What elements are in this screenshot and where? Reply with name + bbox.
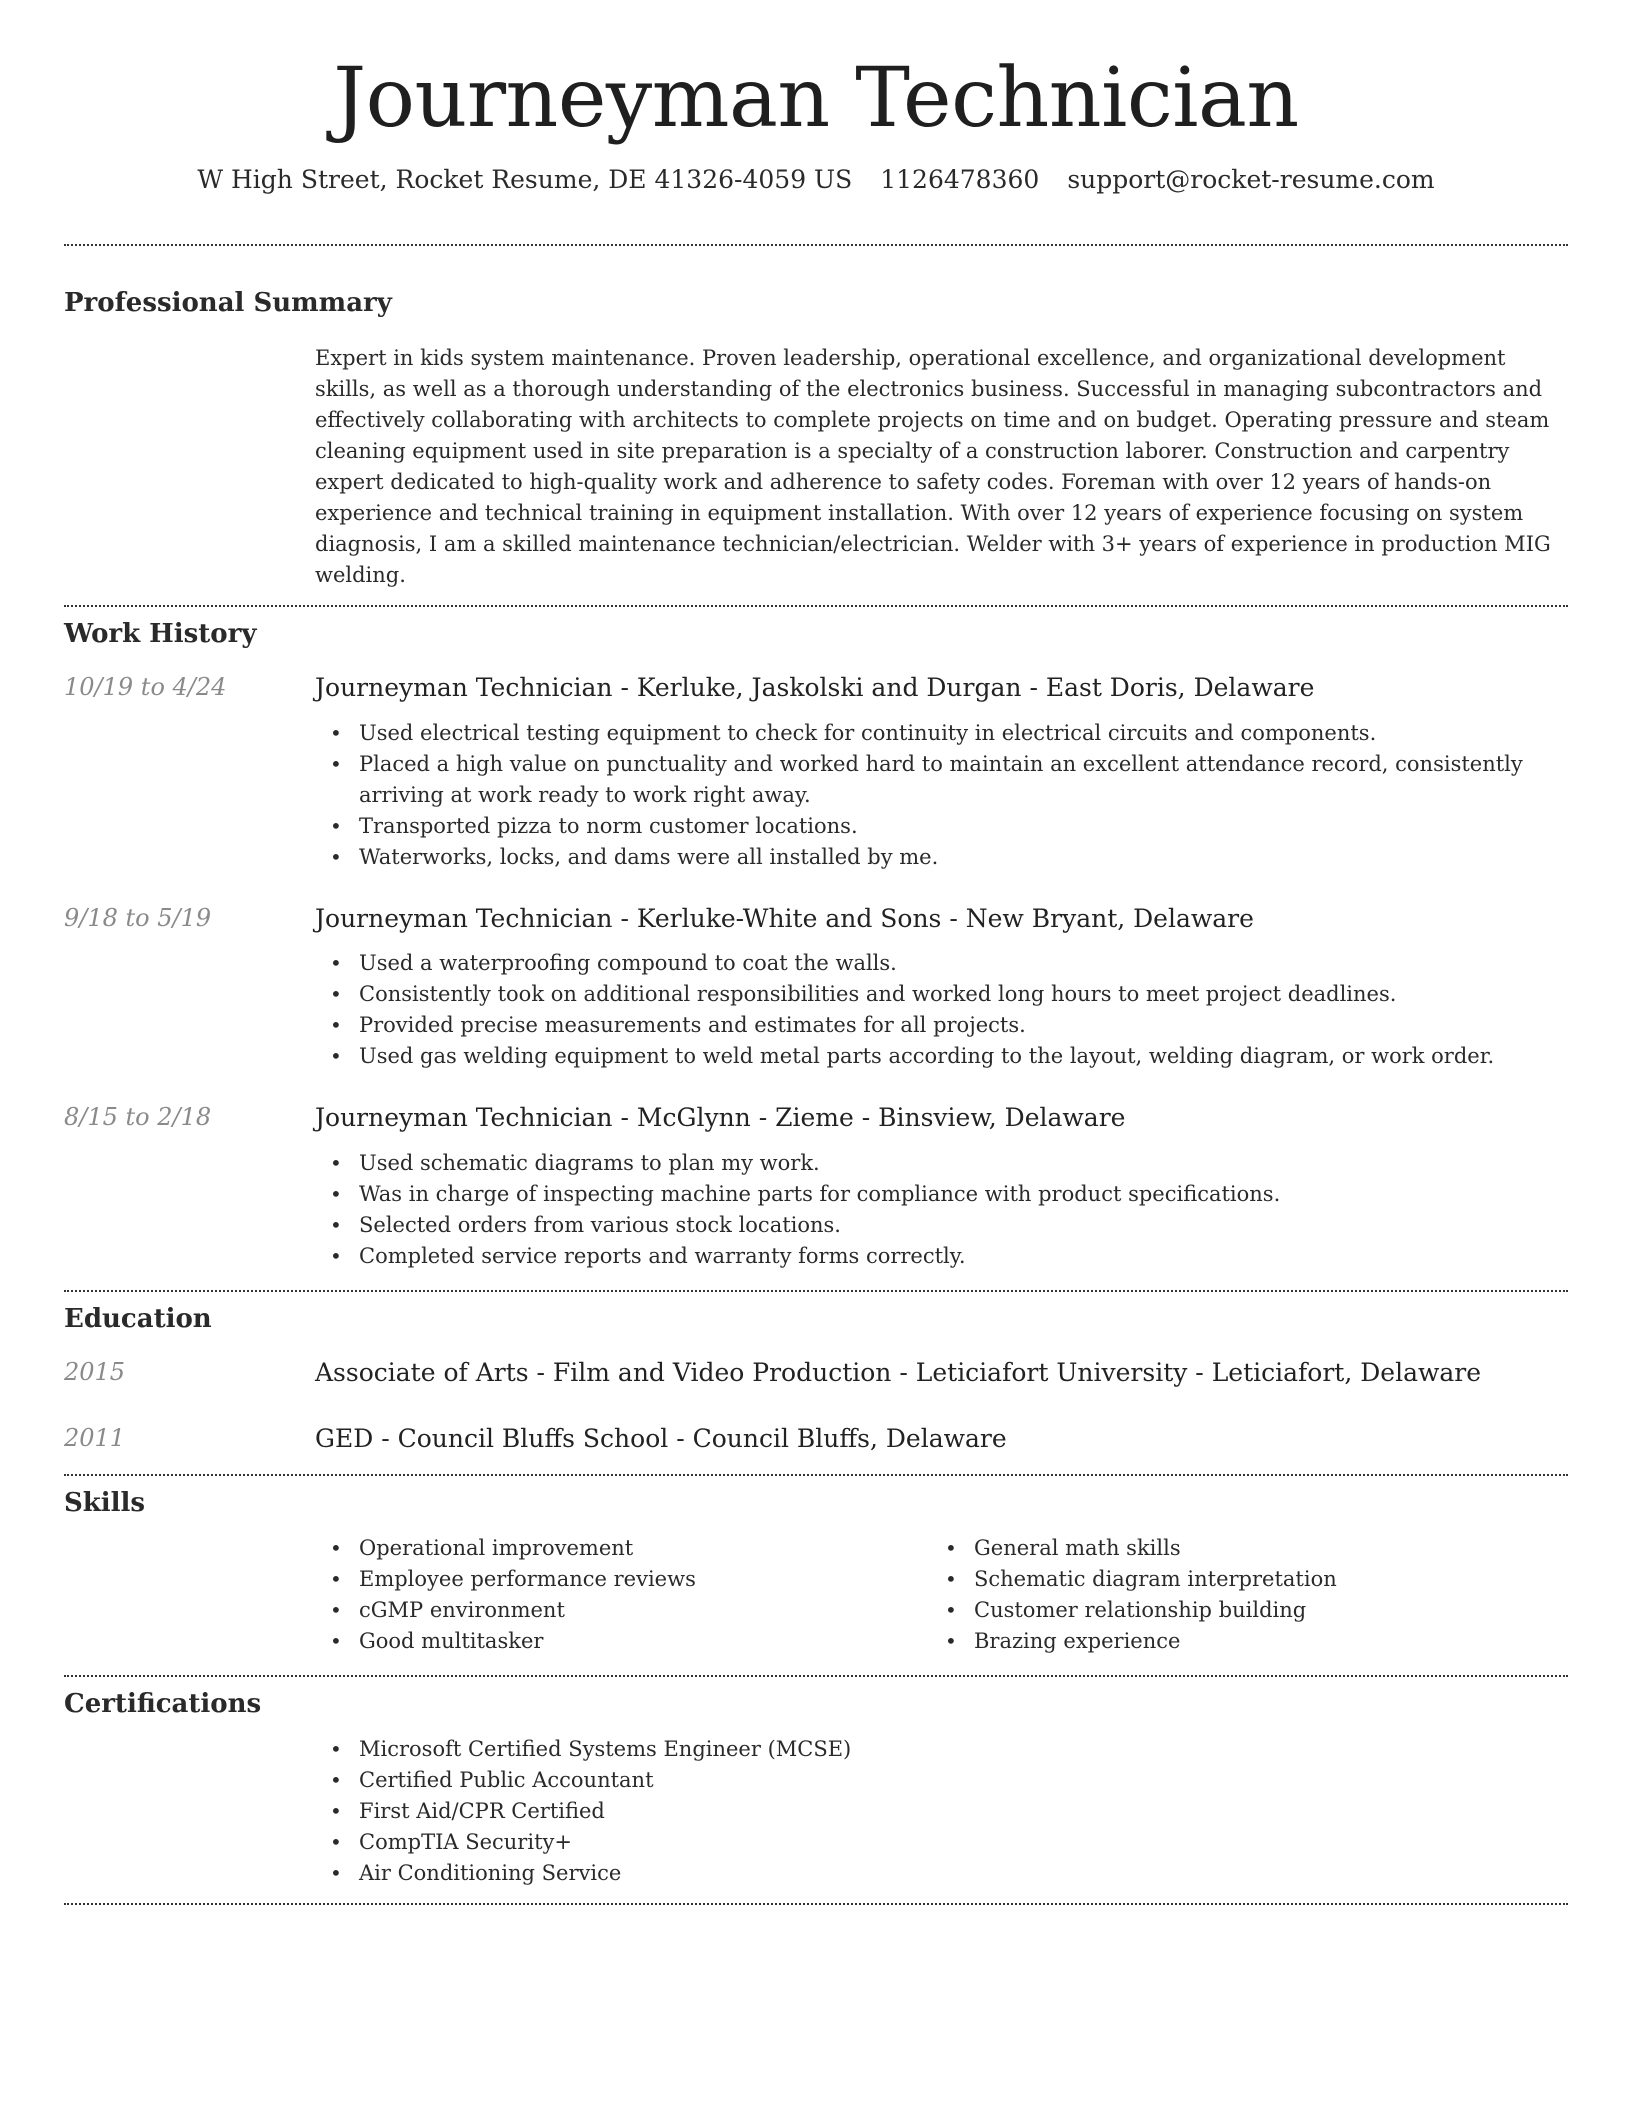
- divider: [64, 1675, 1568, 1677]
- list-item: • Good multitasker: [315, 1626, 930, 1657]
- summary-text: Expert in kids system maintenance. Proven leadership, operational excellence, and organizational development skills, as well as a thorough understanding of the electronics business. Successful in managing subcontractors and effectively collaborating with architects to complete projects on time and on budget. Operating pressure and steam cleaning equipment used in site preparation is a specialty of a construction laborer. Construction and carpentry expert dedicated to high-quality work and adherence to safety codes. Foreman with over 12 years of hands-on experience and technical training in equipment installation. With over 12 years of experience focusing on system diagnosis, I am a skilled maintenance technician/electrician. Welder with 3+ years of experience in production MIG welding.: [315, 346, 1551, 588]
- summary-section: [64, 288, 1568, 591]
- education-year: 2011: [64, 1424, 126, 1453]
- list-item: • Certified Public Accountant: [315, 1765, 1568, 1796]
- list-item: • Customer relationship building: [930, 1595, 1545, 1626]
- contact-address: W High Street, Rocket Resume, DE 41326-4059 US: [197, 165, 853, 195]
- job-title: Journeyman Technician - Kerluke-White and Sons - New Bryant, Delaware: [315, 903, 1254, 933]
- skills-right-list: [930, 1533, 1545, 1657]
- contact-email: support@rocket-resume.com: [1067, 165, 1435, 195]
- job-dates: 10/19 to 4/24: [64, 673, 227, 702]
- list-item: • Used schematic diagrams to plan my work.: [315, 1148, 1568, 1179]
- education-section: [64, 1304, 1568, 1456]
- list-item: • Placed a high value on punctuality and worked hard to maintain an excellent attendance record, consistently arriving at work ready to work right away.: [315, 749, 1568, 811]
- job-bullets: [315, 718, 1568, 873]
- education-item: [64, 1357, 1568, 1390]
- job-dates: 8/15 to 2/18: [64, 1103, 212, 1132]
- certifications-list: [315, 1734, 1568, 1889]
- list-item: • Completed service reports and warranty forms correctly.: [315, 1241, 1568, 1272]
- list-item: • cGMP environment: [315, 1595, 930, 1626]
- list-item: • Employee performance reviews: [315, 1564, 930, 1595]
- job-bullets: [315, 948, 1568, 1072]
- list-item: • General math skills: [930, 1533, 1545, 1564]
- summary-title: Professional Summary: [64, 287, 392, 318]
- list-item: • Transported pizza to norm customer locations.: [315, 811, 1568, 842]
- list-item: • Waterworks, locks, and dams were all installed by me.: [315, 842, 1568, 873]
- list-item: • Provided precise measurements and estimates for all projects.: [315, 1010, 1568, 1041]
- list-item: • Air Conditioning Service: [315, 1858, 1568, 1889]
- list-item: • First Aid/CPR Certified: [315, 1796, 1568, 1827]
- certifications-section: [64, 1689, 1568, 1889]
- contact-line: [64, 164, 1568, 197]
- job-1: [64, 672, 1568, 873]
- candidate-name: Journeyman Technician: [333, 51, 1299, 146]
- list-item: • Used gas welding equipment to weld metal parts according to the layout, welding diagram, or work order.: [315, 1041, 1568, 1072]
- job-dates: 9/18 to 5/19: [64, 903, 212, 932]
- divider: [64, 1290, 1568, 1292]
- summary-body: [315, 343, 1568, 591]
- education-degree: Associate of Arts - Film and Video Production - Leticiafort University - Leticiafort, Delaware: [315, 1357, 1482, 1387]
- job-2: [64, 903, 1568, 1073]
- list-item: • Operational improvement: [315, 1533, 930, 1564]
- education-degree: GED - Council Bluffs School - Council Bluffs, Delaware: [315, 1424, 1007, 1454]
- skills-title: Skills: [64, 1487, 146, 1518]
- skills-left-list: [315, 1533, 930, 1657]
- work-section: [64, 619, 1568, 1272]
- divider: [64, 1474, 1568, 1476]
- skills-section: [64, 1488, 1568, 1657]
- list-item: • Was in charge of inspecting machine parts for compliance with product specifications.: [315, 1179, 1568, 1210]
- list-item: • Consistently took on additional responsibilities and worked long hours to meet project deadlines.: [315, 979, 1568, 1010]
- education-year: 2015: [64, 1357, 126, 1386]
- job-header: [64, 1102, 1568, 1135]
- certifications-title: Certifications: [64, 1689, 262, 1720]
- list-item: • CompTIA Security+: [315, 1827, 1568, 1858]
- contact-phone: 1126478360: [880, 165, 1040, 195]
- list-item: • Schematic diagram interpretation: [930, 1564, 1545, 1595]
- education-item: [64, 1423, 1568, 1456]
- divider: [64, 244, 1568, 246]
- job-3: [64, 1102, 1568, 1272]
- list-item: • Brazing experience: [930, 1626, 1545, 1657]
- education-title: Education: [64, 1303, 212, 1334]
- job-header: [64, 672, 1568, 705]
- job-header: [64, 903, 1568, 936]
- divider: [64, 1903, 1568, 1905]
- divider: [64, 605, 1568, 607]
- skills-grid: [315, 1533, 1568, 1657]
- list-item: • Used a waterproofing compound to coat the walls.: [315, 948, 1568, 979]
- list-item: • Microsoft Certified Systems Engineer (MCSE): [315, 1734, 1568, 1765]
- job-title: Journeyman Technician - McGlynn - Zieme - Binsview, Delaware: [315, 1103, 1126, 1133]
- resume-page: [64, 0, 1568, 1905]
- list-item: • Selected orders from various stock locations.: [315, 1210, 1568, 1241]
- job-bullets: [315, 1148, 1568, 1272]
- work-title: Work History: [64, 619, 257, 650]
- job-title: Journeyman Technician - Kerluke, Jaskolski and Durgan - East Doris, Delaware: [315, 673, 1315, 703]
- list-item: • Used electrical testing equipment to check for continuity in electrical circuits and components.: [315, 718, 1568, 749]
